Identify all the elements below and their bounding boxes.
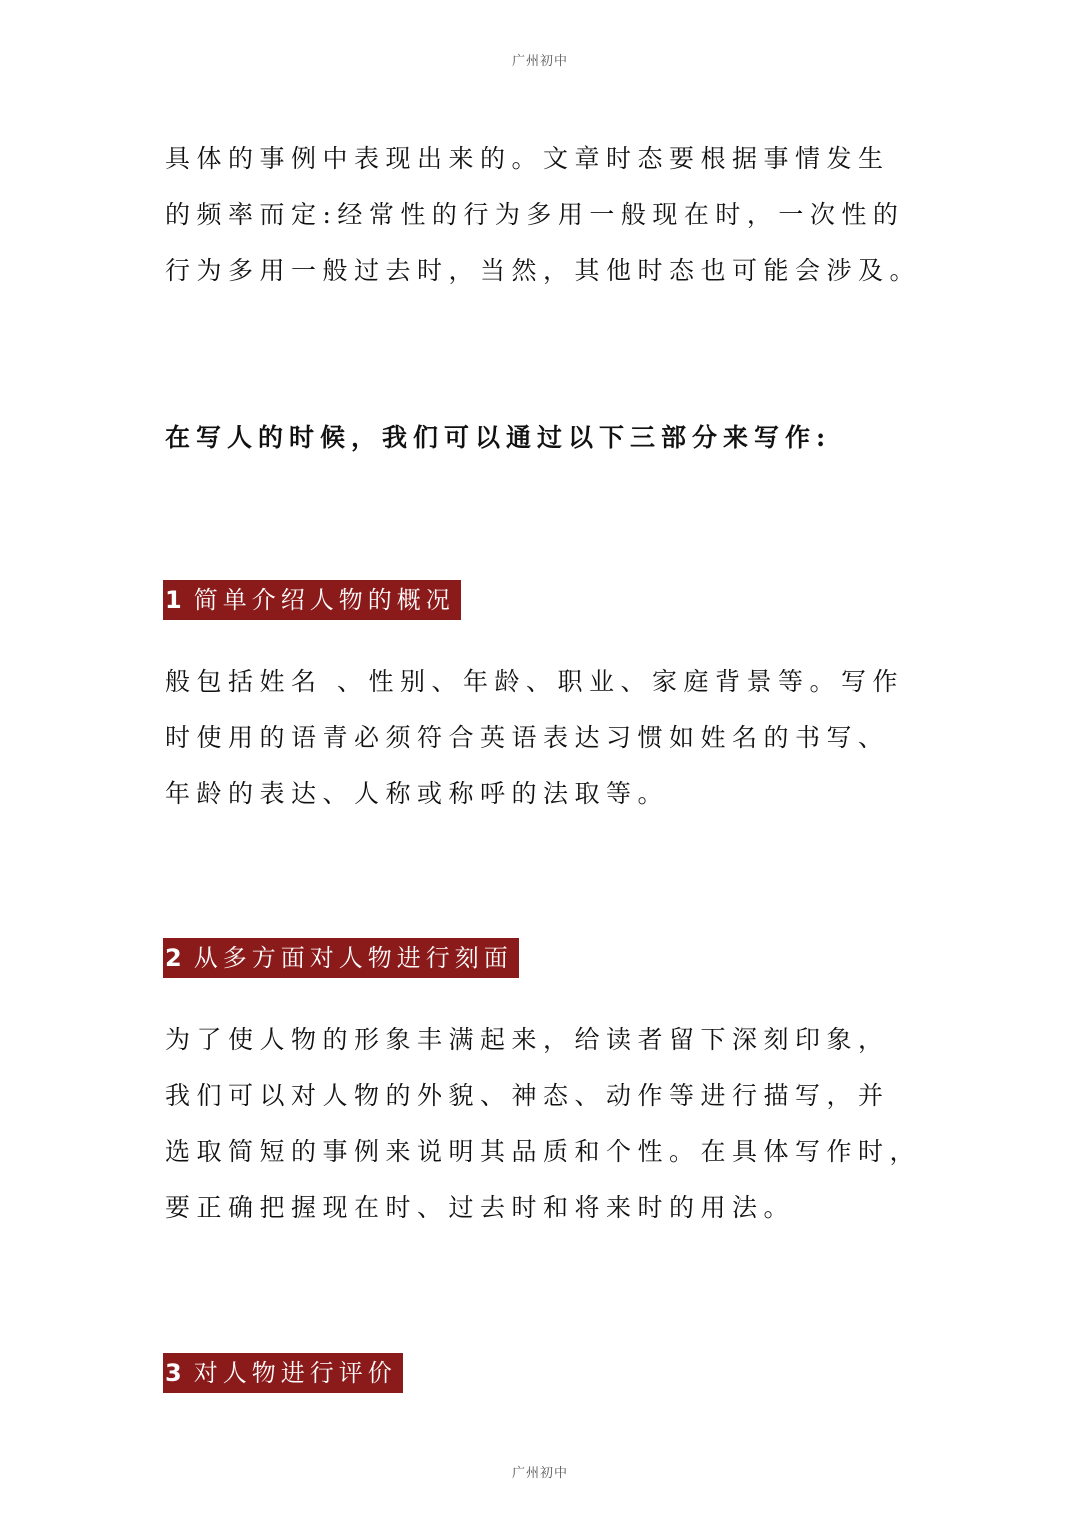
- page-footer: 广州初中: [511, 1466, 568, 1481]
- section-1-line: 年龄的表达、人称或称呼的法取等。: [165, 779, 670, 808]
- section-1-paragraph: [165, 654, 925, 822]
- section-2-line: 选取简短的事例来说明其品质和个性。在具体写作时，: [165, 1137, 922, 1166]
- section-title: 简单介绍人物的概况: [193, 586, 455, 614]
- section-heading-3: [163, 1353, 403, 1393]
- section-title: 对人物进行评价: [193, 1359, 397, 1387]
- intro-line: 行为多用一般过去时，当然，其他时态也可能会涉及。: [165, 256, 922, 285]
- section-1-line: 时使用的语青必须符合英语表达习惯如姓名的书写、: [165, 723, 890, 752]
- section-heading-1: [163, 580, 461, 620]
- section-title: 从多方面对人物进行刻面: [193, 944, 513, 972]
- intro-line: 具体的事例中表现出来的。文章时态要根据事情发生: [165, 144, 890, 173]
- section-number: 1: [165, 586, 182, 614]
- section-2-line: 我们可以对人物的外貌、神态、动作等进行描写，并: [165, 1081, 890, 1110]
- intro-paragraph: [165, 131, 925, 299]
- section-2-line: 要正确把握现在时、过去时和将来时的用法。: [165, 1193, 796, 1222]
- section-2-paragraph: [165, 1012, 925, 1236]
- section-number: 2: [165, 944, 182, 972]
- page-header: 广州初中: [511, 54, 568, 69]
- section-heading-2: [163, 938, 519, 978]
- intro-line: 的频率而定:经常性的行为多用一般现在时，一次性的: [165, 200, 905, 229]
- section-2-line: 为了使人物的形象丰满起来，给读者留下深刻印象，: [165, 1025, 890, 1054]
- section-1-line: 般包括姓名 、性别、年龄、职业、家庭背景等。写作: [165, 667, 904, 696]
- section-number: 3: [165, 1359, 182, 1387]
- lead-sentence: 在写人的时候，我们可以通过以下三部分来写作:: [165, 423, 832, 452]
